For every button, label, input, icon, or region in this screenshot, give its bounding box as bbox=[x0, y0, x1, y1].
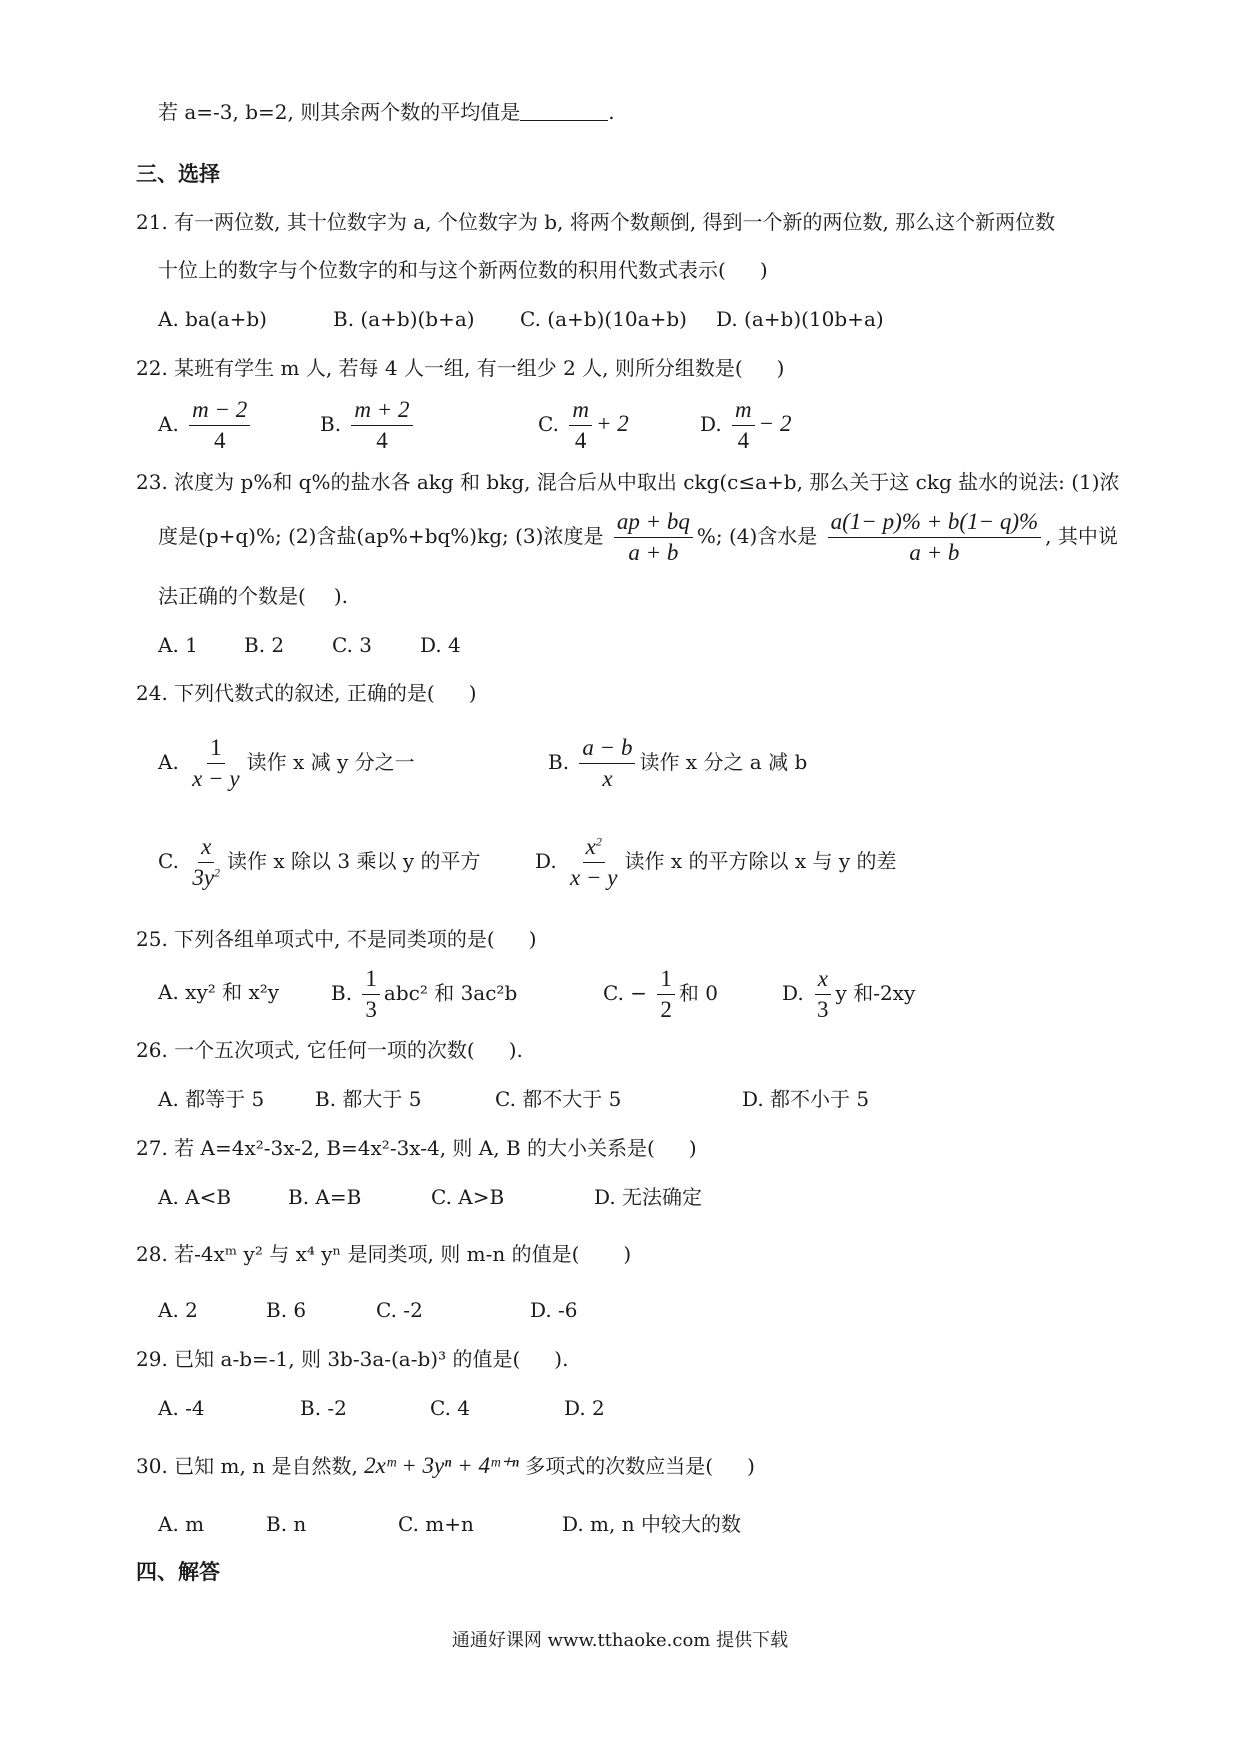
option-c[interactable]: C. $\frac{x}{3y^2}$ 读作 x 除以 3 乘以 y 的平方 bbox=[158, 832, 480, 893]
option-b[interactable]: B. n bbox=[266, 1512, 307, 1536]
fraction: $\frac{x^2}{x - y}$ bbox=[570, 834, 618, 890]
option-c[interactable]: C. m+n bbox=[398, 1512, 474, 1536]
option-a[interactable]: A. xy² 和 x²y bbox=[158, 980, 280, 1004]
section-heading-4: 四、解答 bbox=[136, 1560, 220, 1584]
option-a[interactable]: A. -4 bbox=[158, 1396, 205, 1420]
fraction: $\frac{m}{4}$ bbox=[569, 395, 592, 456]
option-d[interactable]: D. $\frac{m}{4}$ − 2 bbox=[700, 395, 791, 456]
option-b[interactable]: B. A=B bbox=[288, 1185, 362, 1209]
option-b[interactable]: B. 都大于 5 bbox=[315, 1087, 422, 1111]
option-c[interactable]: C. (a+b)(10a+b) bbox=[520, 307, 687, 331]
fraction: $\frac{m + 2}{4}$ bbox=[351, 395, 412, 456]
section-heading-3: 三、选择 bbox=[136, 162, 220, 186]
option-a[interactable]: A. $\frac{1}{x - y}$ 读作 x 减 y 分之一 bbox=[158, 733, 415, 794]
option-b[interactable]: B. $\frac{1}{3}$ abc² 和 3ac²b bbox=[331, 964, 517, 1025]
option-a[interactable]: A. A<B bbox=[158, 1185, 232, 1209]
option-c[interactable]: C. − $\frac{1}{2}$ 和 0 bbox=[603, 964, 718, 1025]
option-d[interactable]: D. 无法确定 bbox=[594, 1185, 703, 1209]
fraction: $\frac{x}{3y^2}$ bbox=[192, 834, 221, 890]
fraction: $\frac{a(1- p)\% + b(1- q)\%}{a + b}$ bbox=[828, 507, 1042, 568]
fraction: $\frac{m}{4}$ bbox=[732, 395, 755, 456]
question-23-line-3: 法正确的个数是( ). bbox=[158, 584, 348, 608]
question-30-stem: 30. 已知 m, n 是自然数, 2xᵐ + 3yⁿ + 4ᵐ⁺ⁿ 多项式的次数应当是( ) bbox=[136, 1453, 755, 1478]
question-23-line-2: 度是(p+q)%; (2)含盐(ap%+bq%)kg; (3)浓度是 $\frac{ap + bq}{a + b}$ %; (4)含水是 $\frac{a(1- p)\% + b(1- q)\%}{a + b}$ , 其中说 bbox=[158, 507, 1118, 568]
page-footer: 通通好课网 www.tthaoke.com 提供下载 bbox=[451, 1630, 789, 1651]
option-b[interactable]: B. 6 bbox=[266, 1298, 307, 1322]
polynomial-expression: 2xᵐ + 3yⁿ + 4ᵐ⁺ⁿ bbox=[364, 1453, 519, 1478]
option-d[interactable]: D. m, n 中较大的数 bbox=[562, 1512, 741, 1536]
option-b[interactable]: B. (a+b)(b+a) bbox=[333, 307, 475, 331]
option-c[interactable]: C. -2 bbox=[376, 1298, 423, 1322]
question-25-stem: 25. 下列各组单项式中, 不是同类项的是( ) bbox=[136, 927, 537, 951]
option-a[interactable]: A. ba(a+b) bbox=[158, 307, 267, 331]
option-c[interactable]: C. $\frac{m}{4}$ + 2 bbox=[538, 395, 629, 456]
option-d[interactable]: D. $\frac{x^2}{x - y}$ 读作 x 的平方除以 x 与 y 的差 bbox=[535, 832, 897, 893]
fraction: $\frac{1}{2}$ bbox=[657, 964, 675, 1025]
option-c[interactable]: C. 3 bbox=[332, 633, 373, 657]
option-d[interactable]: D. 都不小于 5 bbox=[742, 1087, 870, 1111]
option-d[interactable]: D. 4 bbox=[420, 633, 461, 657]
question-24-stem: 24. 下列代数式的叙述, 正确的是( ) bbox=[136, 681, 477, 705]
fraction: $\frac{ap + bq}{a + b}$ bbox=[614, 507, 693, 568]
option-a[interactable]: A. 2 bbox=[158, 1298, 198, 1322]
option-c[interactable]: C. 都不大于 5 bbox=[495, 1087, 622, 1111]
fraction: $\frac{1}{x - y}$ bbox=[192, 735, 240, 791]
option-a[interactable]: A. 都等于 5 bbox=[158, 1087, 265, 1111]
fraction: $\frac{x}{3}$ bbox=[814, 964, 832, 1025]
question-21-line-1: 21. 有一两位数, 其十位数字为 a, 个位数字为 b, 将两个数颠倒, 得到一个新的两位数, 那么这个新两位数 bbox=[136, 210, 1056, 234]
fraction: $\frac{m - 2}{4}$ bbox=[189, 395, 250, 456]
fraction: $\frac{a - b}{x}$ bbox=[579, 733, 635, 794]
option-a[interactable]: A. m bbox=[158, 1512, 205, 1536]
answer-blank[interactable] bbox=[520, 100, 608, 121]
option-c[interactable]: C. A>B bbox=[431, 1185, 505, 1209]
question-20-continuation: 若 a=-3, b=2, 则其余两个数的平均值是 . bbox=[158, 100, 615, 124]
question-27-stem: 27. 若 A=4x²-3x-2, B=4x²-3x-4, 则 A, B 的大小关系是( ) bbox=[136, 1136, 697, 1160]
top-line-text: 若 a=-3, b=2, 则其余两个数的平均值是 bbox=[158, 100, 521, 124]
option-c[interactable]: C. 4 bbox=[430, 1396, 471, 1420]
question-22-stem: 22. 某班有学生 m 人, 若每 4 人一组, 有一组少 2 人, 则所分组数是( ) bbox=[136, 356, 785, 380]
option-d[interactable]: D. (a+b)(10b+a) bbox=[716, 307, 884, 331]
question-28-stem: 28. 若-4xᵐ y² 与 x⁴ yⁿ 是同类项, 则 m-n 的值是( ) bbox=[136, 1242, 632, 1266]
option-a[interactable]: A. 1 bbox=[158, 633, 198, 657]
option-d[interactable]: D. -6 bbox=[530, 1298, 578, 1322]
fraction: $\frac{1}{3}$ bbox=[362, 964, 380, 1025]
option-b[interactable]: B. -2 bbox=[300, 1396, 347, 1420]
question-26-stem: 26. 一个五次项式, 它任何一项的次数( ). bbox=[136, 1038, 523, 1062]
option-b[interactable]: B. $\frac{a - b}{x}$ 读作 x 分之 a 减 b bbox=[548, 733, 807, 794]
option-d[interactable]: D. 2 bbox=[564, 1396, 605, 1420]
question-21-line-2: 十位上的数字与个位数字的和与这个新两位数的积用代数式表示( ) bbox=[158, 258, 768, 282]
option-b[interactable]: B. 2 bbox=[244, 633, 285, 657]
question-23-line-1: 23. 浓度为 p%和 q%的盐水各 akg 和 bkg, 混合后从中取出 ckg(c≤a+b, 那么关于这 ckg 盐水的说法: (1)浓 bbox=[136, 470, 1120, 494]
option-b[interactable]: B. $\frac{m + 2}{4}$ bbox=[320, 395, 417, 456]
option-d[interactable]: D. $\frac{x}{3}$ y 和-2xy bbox=[782, 964, 915, 1025]
option-a[interactable]: A. $\frac{m - 2}{4}$ bbox=[158, 395, 254, 456]
question-29-stem: 29. 已知 a-b=-1, 则 3b-3a-(a-b)³ 的值是( ). bbox=[136, 1347, 569, 1371]
